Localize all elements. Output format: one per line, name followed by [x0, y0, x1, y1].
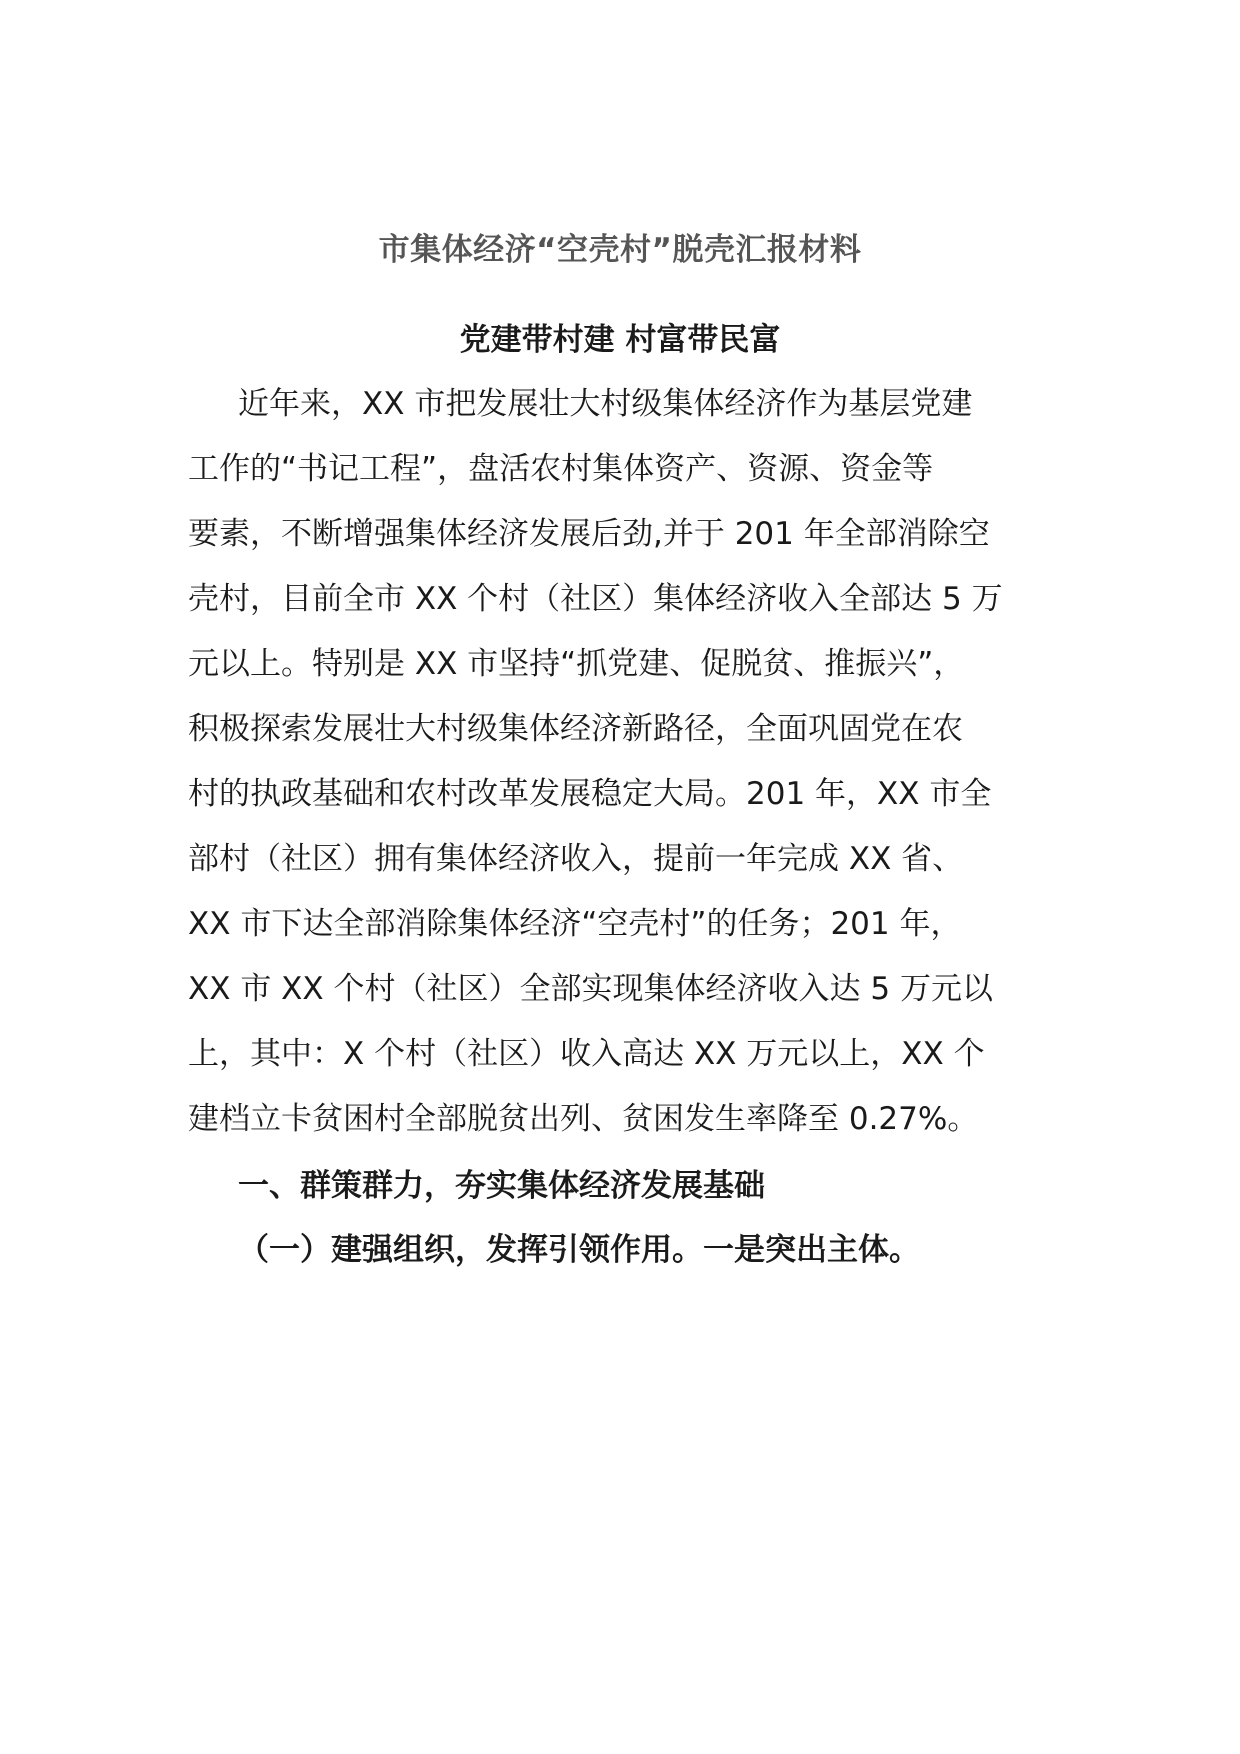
- paragraph-line: 村的执政基础和农村改革发展稳定大局。201 年，XX 市全: [188, 776, 992, 812]
- paragraph-line: 部村（社区）拥有集体经济收入，提前一年完成 XX 省、: [188, 841, 964, 877]
- paragraph-line: 元以上。特别是 XX 市坚持“抓党建、促脱贫、推振兴”，: [188, 646, 965, 682]
- paragraph-line: 要素，不断增强集体经济发展后劲,并于 201 年全部消除空: [188, 516, 990, 552]
- paragraph-line: 上，其中：X 个村（社区）收入高达 XX 万元以上，XX 个: [188, 1036, 985, 1072]
- paragraph-line: 工作的“书记工程”，盘活农村集体资产、资源、资金等: [188, 451, 934, 487]
- paragraph-line: XX 市 XX 个村（社区）全部实现集体经济收入达 5 万元以: [188, 971, 993, 1007]
- paragraph-line: 建档立卡贫困村全部脱贫出列、贫困发生率降至 0.27%。: [188, 1101, 979, 1137]
- paragraph-line: 壳村，目前全市 XX 个村（社区）集体经济收入全部达 5 万: [188, 581, 1003, 617]
- intro-paragraph: [188, 378, 1068, 1158]
- paragraph-line: 近年来，XX 市把发展壮大村级集体经济作为基层党建: [238, 386, 973, 422]
- document-subtitle: 党建带村建 村富带民富: [459, 322, 781, 358]
- paragraph-line: 积极探索发展壮大村级集体经济新路径，全面巩固党在农: [188, 711, 963, 747]
- paragraph-line: XX 市下达全部消除集体经济“空壳村”的任务；201 年，: [188, 906, 962, 942]
- section-heading: 一、群策群力，夯实集体经济发展基础: [238, 1168, 765, 1204]
- subsection-heading: （一）建强组织，发挥引领作用。一是突出主体。: [238, 1232, 920, 1268]
- document-title: 市集体经济“空壳村”脱壳汇报材料: [378, 232, 862, 268]
